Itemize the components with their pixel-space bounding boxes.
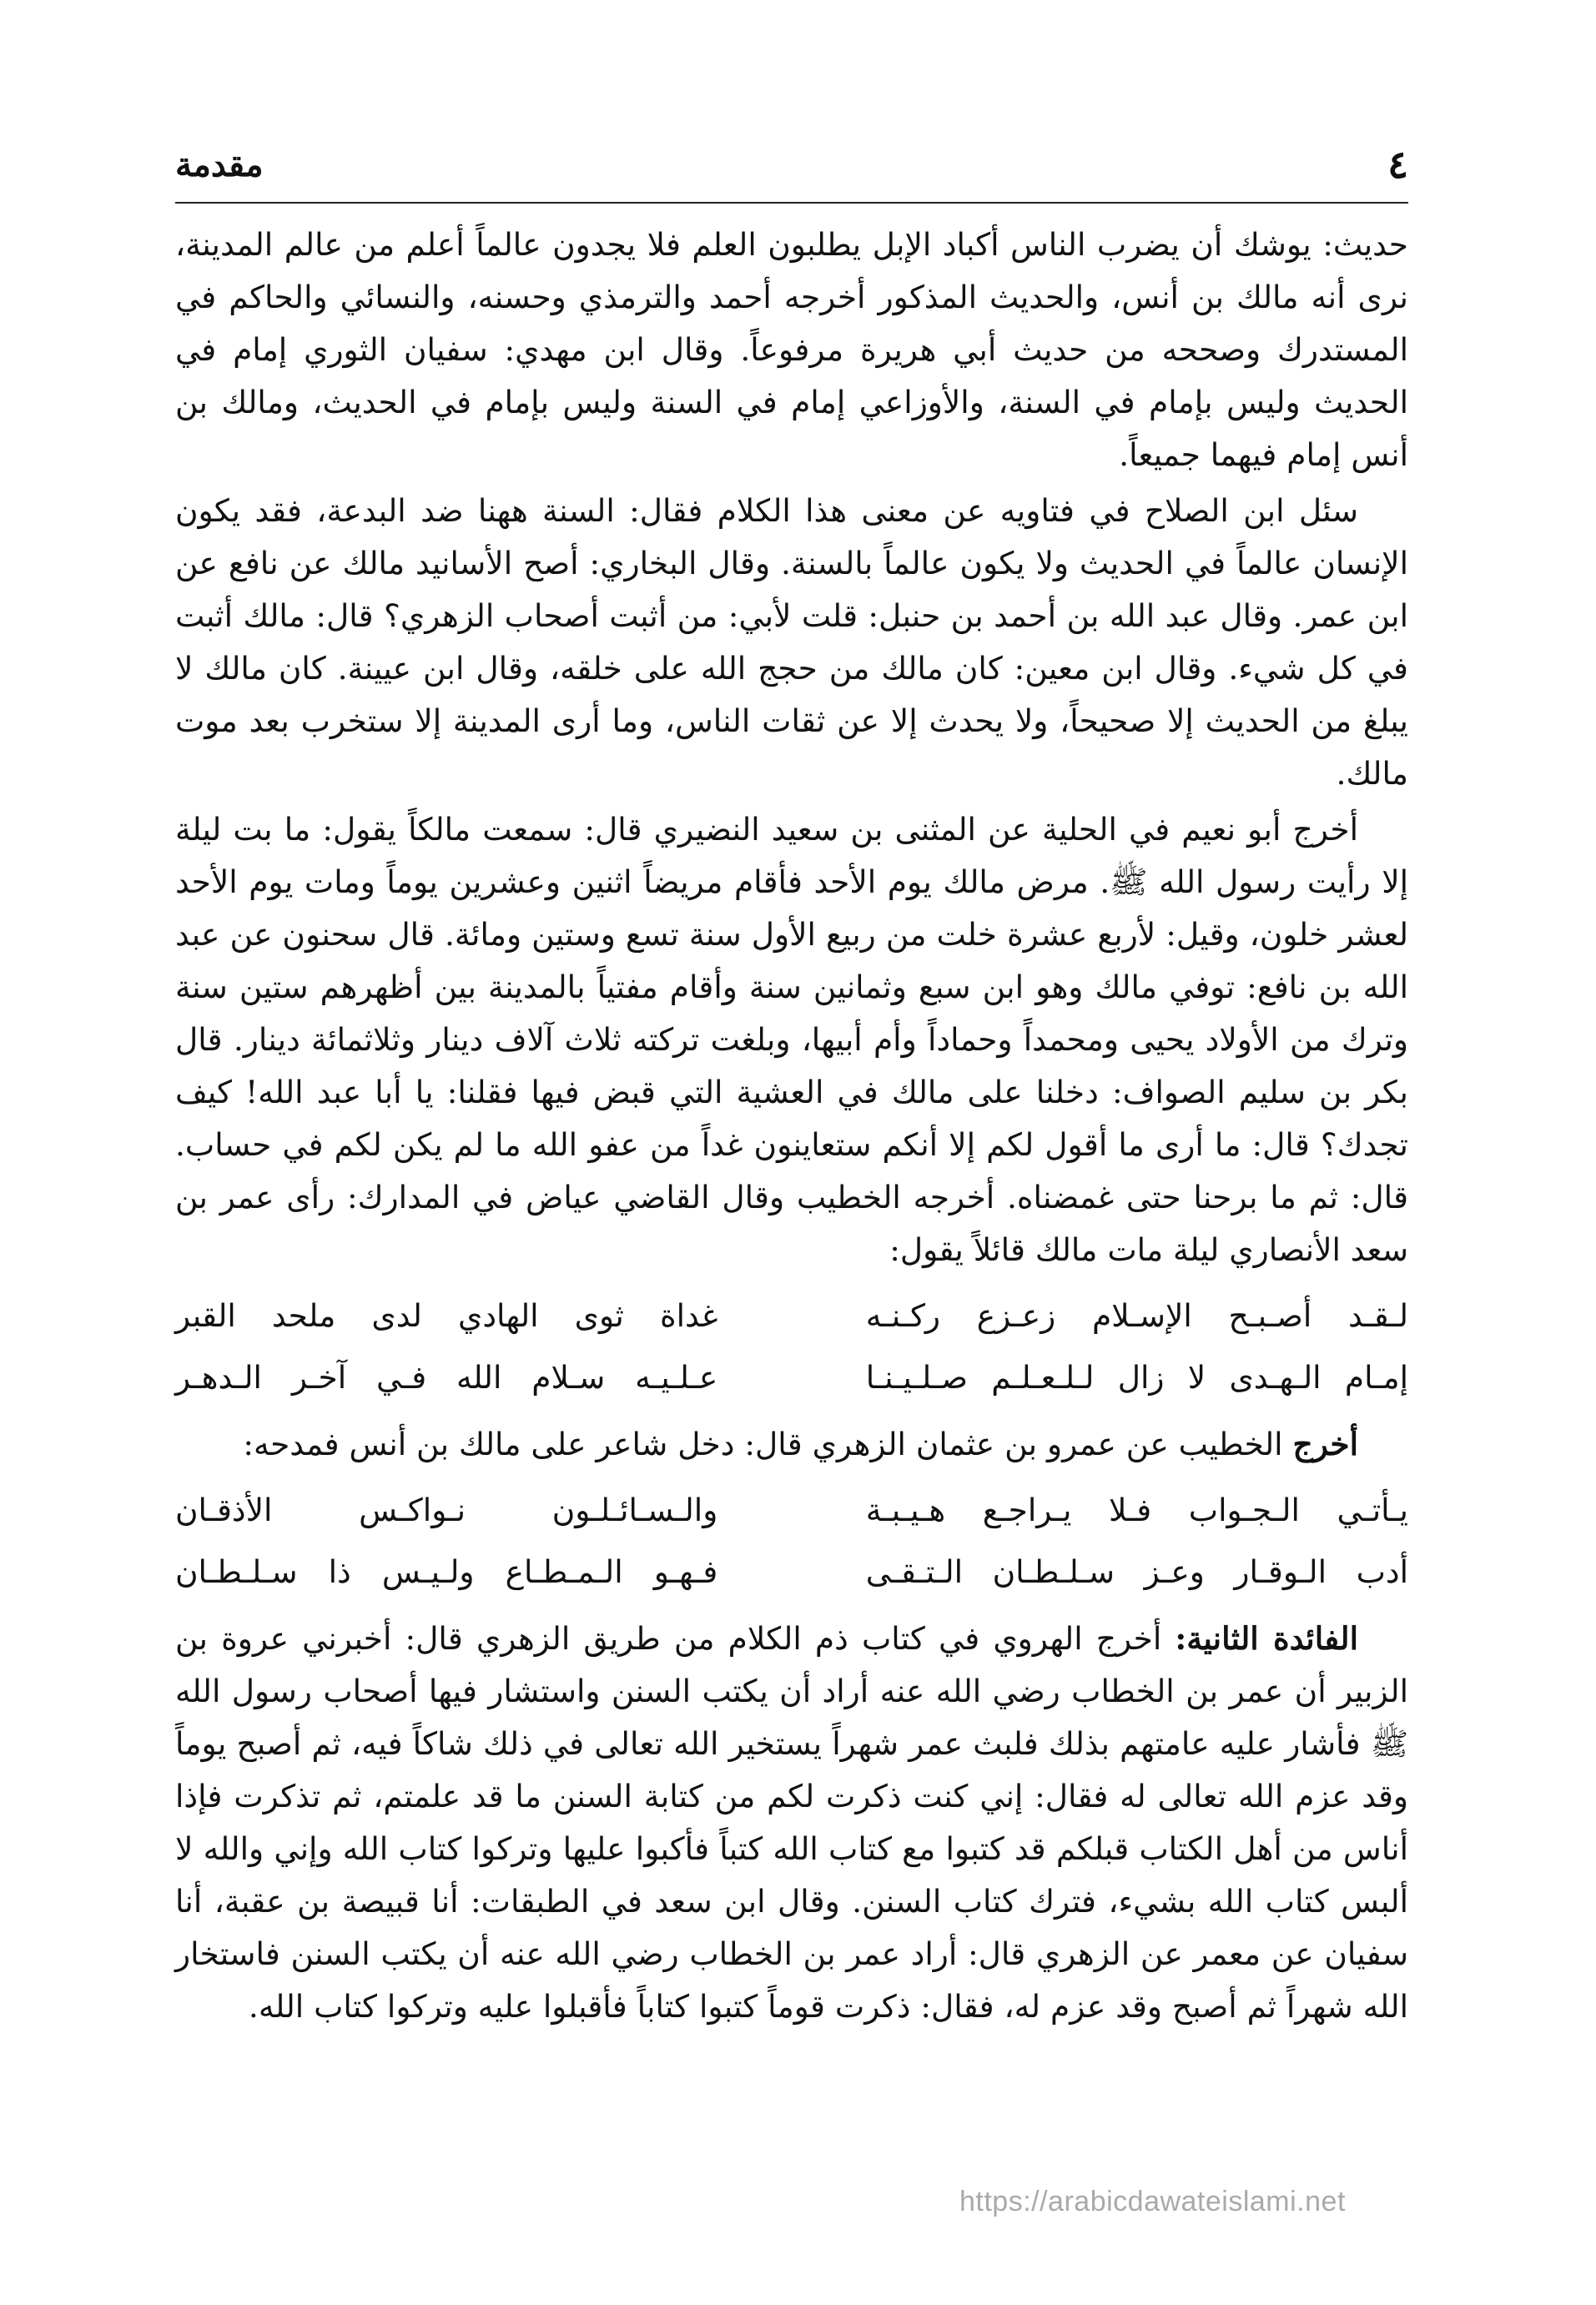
paragraph-4-lead: أخرج xyxy=(1292,1426,1358,1462)
watermark-url: https://arabicdawateislami.net xyxy=(959,2186,1346,2217)
verse-first-hemistich: لـقـد أصـبـح الإسـلام زعـزع ركـنـه xyxy=(865,1297,1408,1334)
poem-2-verse xyxy=(175,1541,1408,1603)
poem-1 xyxy=(175,1285,1408,1408)
paragraph-3: أخرج أبو نعيم في الحلية عن المثنى بن سعيد النضيري قال: سمعت مالكاً يقول: ما بت ليلة إلا رأيت رسول الله ﷺ. مرض مالك يوم الأحد فأقام مريضاً اثنين وعشرين يوماً ومات يوم الأحد لعشر خلون، وقيل: لأربع عشرة خلت من ربيع الأول سنة تسع وستين ومائة. قال سحنون عن عبد الله بن نافع: توفي مالك وهو ابن سبع وثمانين سنة وأقام مفتياً بالمدينة بين أظهرهم ستين سنة وترك من الأولاد يحيى ومحمداً وحماداً وأم أبيها، وبلغت تركته ثلاث آلاف دينار وثلاثمائة دينار. قال بكر بن سليم الصواف: دخلنا على مالك في العشية التي قبض فيها فقلنا: يا أبا عبد الله! كيف تجدك؟ قال: ما أرى ما أقول لكم إلا أنكم ستعاينون غداً من عفو الله ما لم يكن لكم في حساب. قال: ثم ما برحنا حتى غمضناه. أخرجه الخطيب وقال القاضي عياض في المدارك: رأى عمر بن سعد الأنصاري ليلة مات مالك قائلاً يقول: xyxy=(175,811,1408,1268)
section-heading: الفائدة الثانية: xyxy=(1175,1620,1358,1657)
verse-first-hemistich: إمـام الـهـدى لا زال لـلـعـلـم صـلـيـنـا xyxy=(865,1359,1408,1396)
poem-1-verse xyxy=(175,1285,1408,1346)
verse-first-hemistich: أدب الـوقـار وعـز سـلـطـان الـتـقـى xyxy=(865,1553,1408,1590)
verse-second-hemistich: والـسـائـلـون نـواكـس الأذقـان xyxy=(175,1492,718,1528)
poem-2-verse xyxy=(175,1479,1408,1541)
verse-second-hemistich: عـلـيـه سـلام الله فـي آخـر الـدهـر xyxy=(175,1359,718,1396)
header-rule xyxy=(175,202,1408,204)
poem-1-verse xyxy=(175,1346,1408,1408)
paragraph-2: سئل ابن الصلاح في فتاويه عن معنى هذا الكلام فقال: السنة ههنا ضد البدعة، فقد يكون الإنسان عالماً في الحديث ولا يكون عالماً بالسنة. وقال البخاري: أصح الأسانيد مالك عن نافع عن ابن عمر. وقال عبد الله بن أحمد بن حنبل: قلت لأبي: من أثبت أصحاب الزهري؟ قال: مالك أثبت في كل شيء. وقال ابن معين: كان مالك من حجج الله على خلقه، وقال ابن عيينة. كان مالك لا يبلغ من الحديث إلا صحيحاً، ولا يحدث إلا عن ثقات الناس، وما أرى المدينة إلا ستخرب بعد موت مالك. xyxy=(175,492,1408,792)
verse-second-hemistich: غداة ثوى الهادي لدى ملحد القبر xyxy=(175,1297,718,1334)
paragraph-4-text: الخطيب عن عمرو بن عثمان الزهري قال: دخل شاعر على مالك بن أنس فمدحه: xyxy=(243,1426,1293,1462)
paragraph-4 xyxy=(175,1418,1408,1471)
page-number: ٤ xyxy=(1387,142,1408,187)
paragraph-1: حديث: يوشك أن يضرب الناس أكباد الإبل يطلبون العلم فلا يجدون عالماً أعلم من عالم المدينة، نرى أنه مالك بن أنس، والحديث المذكور أخرجه أحمد والترمذي وحسنه، والنسائي والحاكم في المستدرك وصححه من حديث أبي هريرة مرفوعاً. وقال ابن مهدي: سفيان الثوري إمام في الحديث وليس بإمام في السنة، والأوزاعي إمام في السنة وليس بإمام في الحديث، ومالك بن أنس إمام فيهما جميعاً. xyxy=(175,226,1408,473)
paragraph-5-text: أخرج الهروي في كتاب ذم الكلام من طريق الزهري قال: أخبرني عروة بن الزبير أن عمر بن الخطاب رضي الله عنه أراد أن يكتب السنن واستشار فيها أصحاب رسول الله ﷺ فأشار عليه عامتهم بذلك فلبث عمر شهراً يستخير الله تعالى في ذلك شاكاً فيه، ثم أصبح يوماً وقد عزم الله تعالى له فقال: إني كنت ذكرت لكم من كتابة السنن ما قد علمتم، ثم تذكرت فإذا أناس من أهل الكتاب قبلكم قد كتبوا مع كتاب الله كتباً فأكبوا عليها وتركوا كتاب الله وإني والله لا ألبس كتاب الله بشيء، فترك كتاب السنن. وقال ابن سعد في الطبقات: أنا قبيصة بن عقبة، أنا سفيان عن معمر عن الزهري قال: أراد عمر بن الخطاب رضي الله عنه أن يكتب السنن فاستخار الله شهراً ثم أصبح وقد عزم له، فقال: ذكرت قوماً كتبوا كتاباً فأقبلوا عليه وتركوا كتاب الله. xyxy=(175,1620,1408,2025)
verse-first-hemistich: يـأتـي الـجـواب فـلا يـراجـع هـيـبـة xyxy=(865,1492,1408,1528)
body-text xyxy=(175,219,1408,2036)
poem-2 xyxy=(175,1479,1408,1603)
verse-second-hemistich: فـهـو الـمـطـاع ولـيـس ذا سـلـطـان xyxy=(175,1553,718,1590)
running-title: مقدمة xyxy=(175,145,264,184)
page-header xyxy=(175,142,1408,192)
paragraph-5 xyxy=(175,1613,1408,2033)
